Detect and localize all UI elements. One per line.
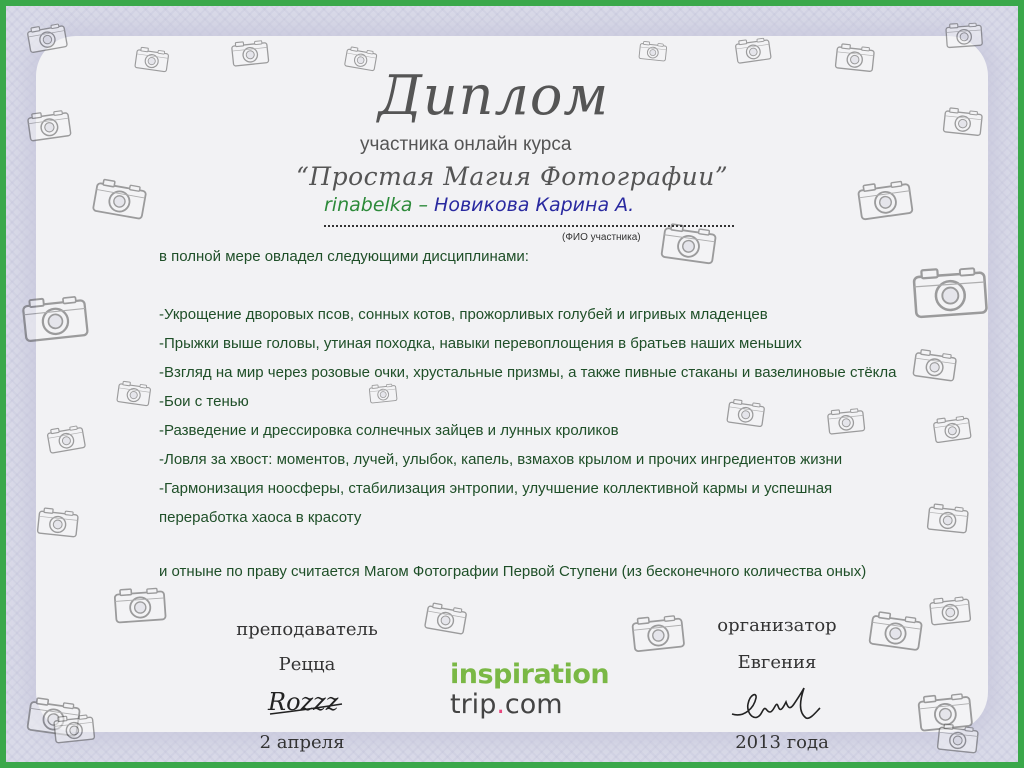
participant-separator: –	[412, 194, 435, 216]
discipline-item: -Бои с тенью	[159, 393, 249, 410]
name-dotted-line	[324, 225, 734, 227]
discipline-item: -Гармонизация ноосферы, стабилизация энтропии, улучшение коллективной кармы и успешная	[159, 480, 833, 497]
discipline-item: -Прыжки выше головы, утиная походка, навыки перевоплощения в братьев наших меньших	[159, 335, 802, 352]
teacher-role: преподаватель	[236, 619, 378, 640]
camera-icon	[934, 720, 981, 756]
participant-line	[324, 194, 664, 222]
camera-icon	[943, 19, 985, 51]
discipline-item: -Укрощение дворовых псов, сонных котов, прожорливых голубей и игривых младенцев	[159, 306, 768, 323]
organizer-role: организатор	[717, 615, 837, 636]
discipline-item: -Ловля за хвост: моментов, лучей, улыбок, капель, взмахов крылом и прочих ингредиентов жизни	[159, 451, 843, 468]
discipline-item: -Взгляд на мир через розовые очки, хрустальные призмы, а также пивные стаканы и вазелиновые стёкла	[159, 364, 897, 381]
body-intro	[159, 242, 989, 271]
teacher-signature	[264, 680, 348, 720]
logo-dot: .	[496, 689, 505, 720]
camera-icon	[628, 609, 688, 655]
organizer-signature	[726, 682, 826, 730]
participant-nick: rinabelka	[324, 194, 413, 216]
discipline-item: -Разведение и дрессировка солнечных зайцев и лунных кроликов	[159, 422, 619, 439]
course-name: “Простая Магия Фотографии”	[296, 162, 729, 191]
camera-icon	[18, 288, 93, 345]
camera-icon	[865, 606, 926, 654]
logo-top-text: inspiration	[450, 659, 610, 690]
fio-caption: (ФИО участника)	[562, 232, 641, 243]
date: 2 апреля	[259, 732, 345, 753]
logo-com: com	[504, 689, 563, 720]
inspirationtrip-logo	[450, 660, 630, 726]
camera-icon	[833, 40, 878, 74]
camera-icon	[111, 582, 170, 626]
camera-icon	[926, 592, 973, 628]
camera-icon	[114, 378, 153, 409]
discipline-item: переработка хаоса в красоту	[159, 509, 362, 526]
year: 2013 года	[735, 732, 829, 753]
camera-icon	[34, 504, 81, 540]
logo-bottom-text	[450, 690, 630, 720]
discipline-list	[159, 300, 989, 532]
camera-icon	[50, 710, 97, 746]
participant-name: Новикова Карина А.	[434, 194, 635, 216]
camera-icon	[132, 44, 171, 75]
camera-icon	[732, 33, 773, 65]
camera-icon	[941, 104, 986, 138]
organizer-name: Евгения	[737, 652, 817, 673]
diploma-subtitle: участника онлайн курса	[360, 134, 572, 155]
conclusion-text: и отныне по праву считается Магом Фотографии Первой Ступени (из бесконечного количества оных)	[159, 563, 867, 580]
diploma-title: Диплом	[378, 64, 610, 127]
camera-icon	[853, 174, 916, 223]
intro-text: в полной мере овладел следующими дисциплинами:	[159, 248, 529, 265]
teacher-name: Рецца	[278, 654, 336, 675]
camera-icon	[24, 105, 74, 144]
camera-icon	[637, 38, 669, 63]
camera-icon	[229, 36, 272, 69]
logo-trip: trip	[450, 689, 497, 720]
body-conclusion	[159, 557, 989, 586]
teacher-signature-text: Rozzz	[268, 688, 339, 716]
